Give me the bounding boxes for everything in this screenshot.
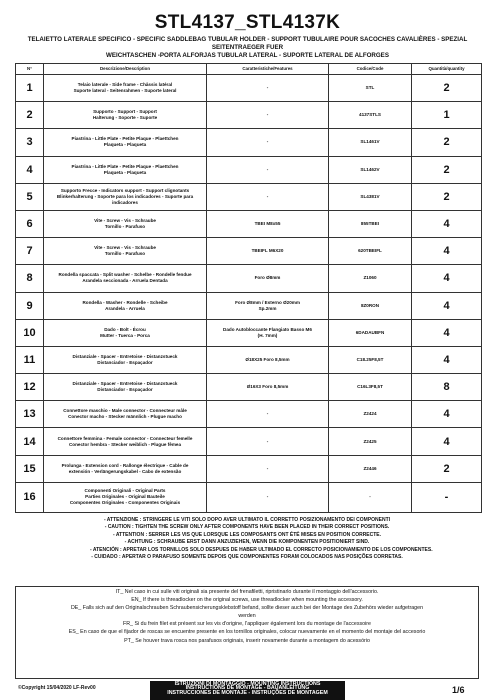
- item-code: STL: [329, 75, 412, 102]
- item-number: 9: [16, 292, 44, 319]
- item-features: -: [207, 156, 329, 183]
- item-code: 8Z0RON: [329, 292, 412, 319]
- table-row: [16, 292, 482, 319]
- description-line: Piastrina - Little Plate - Petite Plaque - Plaettchen: [71, 136, 179, 142]
- item-code: Z2446: [329, 455, 412, 482]
- item-quantity: 2: [412, 129, 482, 156]
- item-quantity: 4: [412, 292, 482, 319]
- tightening-warnings: [90, 517, 433, 561]
- item-code: C16L3F8,5T: [329, 374, 412, 401]
- item-number: 14: [16, 428, 44, 455]
- item-code: Z2425: [329, 428, 412, 455]
- table-row: [16, 183, 482, 210]
- description-line: Distanziale - Spacer - Entretoise - Distanzstueck: [72, 381, 178, 387]
- item-quantity: 4: [412, 238, 482, 265]
- item-number: 4: [16, 156, 44, 183]
- table-row: [16, 319, 482, 346]
- item-features: -: [207, 75, 329, 102]
- threadlocker-info-box: [15, 586, 479, 679]
- header-quantity: Quantità/quantity: [412, 64, 482, 75]
- item-quantity: 2: [412, 156, 482, 183]
- item-number: 8: [16, 265, 44, 292]
- table-row: [16, 374, 482, 401]
- info-line: PT_ Se houver trava rosca nos parafusos originais, inserir novamente durante a montagem do acessório: [124, 637, 370, 644]
- document-subtitle: [10, 36, 485, 60]
- description-line: Supporto Frecce - Indicators support - Support clignotants: [60, 187, 190, 193]
- item-quantity: 4: [412, 401, 482, 428]
- warning-line: - ATENCIÓN : APRETAR LOS TORNILLOS SOLO DESPUES DE HABER ULTIMADO EL CORRECTO POSICIONAMIENTO DE LOS COMPONENTES.: [90, 546, 433, 553]
- description-line: Plaqueta - Plaqueta: [103, 142, 147, 148]
- feature-line: (H. 7mm): [257, 332, 278, 338]
- document-title: STL4137_STL4137K: [154, 12, 341, 33]
- description-line: Halterung - Soporte - Suporte: [92, 115, 158, 121]
- description-line: Vite - Screw - Vis - Schraube: [94, 245, 156, 251]
- item-code: Z1060: [329, 265, 412, 292]
- item-features: Ø18X25 Foro 8,5mm: [207, 346, 329, 373]
- info-line: FR_ Si du frein filet est présent sur les vis d'origine, l'appliquer également lors du montage de l'accessoire: [123, 621, 371, 628]
- table-row: [16, 156, 482, 183]
- item-description: [44, 482, 207, 512]
- feature-line: Dado Autobloccante Flangiato Basso M6: [223, 326, 312, 332]
- item-features: TBEI M8x55: [207, 210, 329, 237]
- description-line: Blinkerhalterung - Soporte para los indicadores - Suporte para: [56, 193, 194, 199]
- description-line: Tornillo - Parafuso: [104, 251, 146, 257]
- item-description: [44, 455, 207, 482]
- description-line: Connettore femmina - Female connector - Connecteur femelle: [57, 435, 193, 441]
- description-line: Connettore maschio - Male connector - Connecteur mâle: [63, 408, 187, 414]
- description-line: Parties Originales - Original Bauteile: [85, 494, 165, 500]
- item-features: TBEIFL M6X20: [207, 238, 329, 265]
- item-features: -: [207, 455, 329, 482]
- item-description: [44, 156, 207, 183]
- warning-line: - CUIDADO : APERTAR O PARAFUSO SOMENTE DEPOIS QUE COMPONENTES FORAM COLOCADOS NAS POSIÇÕES CORRETAS.: [91, 554, 403, 561]
- table-row: [16, 75, 482, 102]
- description-line: Rondella spaccata - Split washer - Schelbe - Rondelle fendue: [58, 272, 192, 278]
- item-description: [44, 346, 207, 373]
- description-line: Piastrina - Little Plate - Petite Plaque - Plaettchen: [71, 163, 179, 169]
- item-code: SL4381V: [329, 183, 412, 210]
- item-number: 10: [16, 319, 44, 346]
- header-description: Descrizione/Description: [44, 64, 207, 75]
- item-number: 15: [16, 455, 44, 482]
- item-features: Ø16X3 Foro 8,5mm: [207, 374, 329, 401]
- item-description: [44, 374, 207, 401]
- item-quantity: 4: [412, 265, 482, 292]
- header-number: N°: [16, 64, 44, 75]
- description-line: Suporte lateral - Seitenrahmen - Suporte lateral: [73, 88, 177, 94]
- header-code: Codice/Code: [329, 64, 412, 75]
- description-line: extensión - Verlängerungskabel - Cabo de extensão: [68, 468, 182, 474]
- item-quantity: 4: [412, 346, 482, 373]
- item-description: [44, 292, 207, 319]
- warning-line: - ATTENTION : SERRER LES VIS QUE LORSQUE LES COMPOSANTS ONT ÉTÉ MISES EN POSITION CORRECTE.: [112, 531, 382, 538]
- description-line: Telaio laterale - Side frame - Châssis latéral: [77, 82, 173, 88]
- item-number: 13: [16, 401, 44, 428]
- feature-line: Foro Ø8mm / Esterno Ø20mm: [235, 299, 300, 305]
- description-line: Conector hembra - Stecker weiblich - Plugue fêmea: [68, 441, 182, 447]
- item-code: 855TBEI: [329, 210, 412, 237]
- table-row: [16, 265, 482, 292]
- instructions-banner: [150, 681, 345, 700]
- description-line: indicadores: [112, 199, 138, 205]
- description-line: Componenti Originali - Original Parts: [84, 488, 166, 494]
- item-description: [44, 265, 207, 292]
- item-quantity: -: [412, 482, 482, 512]
- item-description: [44, 183, 207, 210]
- table-row: [16, 238, 482, 265]
- description-line: Dado - Bolt - Écrou: [104, 326, 146, 332]
- item-description: [44, 428, 207, 455]
- item-code: -: [329, 482, 412, 512]
- feature-line: Sp.2mm: [258, 305, 277, 311]
- item-description: [44, 75, 207, 102]
- item-quantity: 2: [412, 455, 482, 482]
- parts-table: [15, 63, 482, 513]
- item-features: -: [207, 183, 329, 210]
- header-features: Caratteristiche/Features: [207, 64, 329, 75]
- info-line: EN_ If there is threadlocker on the original screws, use threadlocker when mounting the accessory.: [131, 597, 363, 604]
- info-line: DE_ Falls sich auf den Originalschrauben Schraubensicherungsklebstoff befand, sollte dieser auch bei der Montage des Zubehörs wieder aufgetragen: [70, 605, 424, 612]
- item-code: SL1461V: [329, 129, 412, 156]
- item-quantity: 4: [412, 319, 482, 346]
- table-row: [16, 428, 482, 455]
- table-row: [16, 401, 482, 428]
- banner-line: ISTRUZIONI DI MONTAGGIO - MOUNTING INSTRUCTIONS: [174, 680, 321, 687]
- page-footer: [0, 681, 495, 700]
- description-line: Supporto - Support - Support: [93, 109, 157, 115]
- item-features: -: [207, 129, 329, 156]
- page-number: 1/6: [452, 685, 465, 695]
- subtitle-line: TELAIETTO LATERALE SPECIFICO - SPECIFIC SADDLEBAG TUBULAR HOLDER - SUPPORT TUBULAIRE POUR SACOCHES CAVALIÈRES - SPEZIAL SEITENTRAEGER FUER: [27, 36, 468, 51]
- item-description: [44, 319, 207, 346]
- item-features: -: [207, 482, 329, 512]
- copyright-text: ©Copyright 15/04/2020 LF-Rev00: [18, 685, 96, 691]
- item-number: 16: [16, 482, 44, 512]
- table-row: [16, 210, 482, 237]
- table-row: [16, 102, 482, 129]
- item-quantity: 2: [412, 75, 482, 102]
- description-line: Arandela seccionada - Arruela Dentada: [82, 278, 168, 284]
- item-description: [44, 102, 207, 129]
- item-number: 7: [16, 238, 44, 265]
- item-code: C18.25F8,5T: [329, 346, 412, 373]
- item-number: 2: [16, 102, 44, 129]
- parts-table-body: [16, 75, 482, 513]
- item-quantity: 4: [412, 428, 482, 455]
- warning-line: - CAUTION : TIGHTEN THE SCREW ONLY AFTER COMPONENTS HAVE BEEN PLACED IN THEIR CORRECT POSITIONS.: [104, 524, 390, 531]
- item-number: 12: [16, 374, 44, 401]
- item-quantity: 4: [412, 210, 482, 237]
- item-quantity: 8: [412, 374, 482, 401]
- item-description: [44, 210, 207, 237]
- item-features: -: [207, 428, 329, 455]
- description-line: Prolunga - Extension cord - Rallonge électrique - Cable de: [61, 462, 189, 468]
- item-features: -: [207, 401, 329, 428]
- item-code: SL1462V: [329, 156, 412, 183]
- item-quantity: 2: [412, 183, 482, 210]
- item-number: 1: [16, 75, 44, 102]
- item-quantity: 1: [412, 102, 482, 129]
- description-line: Distanciador - Espaçador: [97, 359, 153, 365]
- item-features: [207, 292, 329, 319]
- item-code: 6DADAUBFN: [329, 319, 412, 346]
- item-features: [207, 319, 329, 346]
- item-number: 11: [16, 346, 44, 373]
- table-row: [16, 482, 482, 512]
- item-number: 5: [16, 183, 44, 210]
- description-line: Arandela - Arruela: [105, 305, 145, 311]
- description-line: Plaqueta - Plaqueta: [103, 169, 147, 175]
- description-line: Distanciador - Espaçador: [97, 387, 153, 393]
- item-description: [44, 129, 207, 156]
- warning-line: - ATTENZIONE : STRINGERE LE VITI SOLO DOPO AVER ULTIMATO IL CORRETTO POSIZIONAMENTO DEI COMPONENTI: [103, 517, 391, 523]
- item-description: [44, 401, 207, 428]
- item-description: [44, 238, 207, 265]
- description-line: Componentes Originales - Componentes Originais: [69, 500, 181, 506]
- banner-line: INSTRUCTIONS DE MONTAGE - BAUANLEITUNG: [185, 685, 310, 692]
- description-line: Conector macho - Stecker männlich - Plugue macho: [68, 414, 182, 420]
- description-line: Rondella - Washer - Rondelle - Scheibe: [82, 299, 168, 305]
- table-row: [16, 455, 482, 482]
- description-line: Tornillo - Parafuso: [104, 224, 146, 230]
- table-row: [16, 129, 482, 156]
- info-line: werden: [238, 613, 256, 620]
- table-header-row: [16, 64, 482, 75]
- item-code: 620TBEIFL: [329, 238, 412, 265]
- item-code: 4137STLS: [329, 102, 412, 129]
- banner-line: INSTRUCCIONES DE MONTAJE - INSTRUÇÕES DE MONTAGEM: [167, 690, 328, 697]
- description-line: Vite - Screw - Vis - Schraube: [94, 218, 156, 224]
- item-code: Z2424: [329, 401, 412, 428]
- item-number: 6: [16, 210, 44, 237]
- item-features: Foro Ø8mm: [207, 265, 329, 292]
- item-number: 3: [16, 129, 44, 156]
- warning-line: - ACHTUNG : SCHRAUBE ERST DANN ANZUZIEHEN, WENN DIE KOMPONENTEN POSITIONIERT SIND.: [124, 539, 370, 546]
- info-line: IT_ Nel caso in cui sulle viti originali sia presente del frenafiletti, ripristinarlo durante il montaggio dell'accessorio.: [115, 589, 379, 595]
- table-row: [16, 346, 482, 373]
- description-line: Distanziale - Spacer - Entretoise - Distanzstueck: [72, 353, 178, 359]
- description-line: Mutter - Tuerca - Porca: [100, 332, 150, 338]
- subtitle-line: WEICHTASCHEN -PORTA ALFORJAS TUBULAR LATERAL - SUPORTE LATERAL DE ALFORGES: [106, 52, 389, 59]
- info-line: ES_ En caso de que el fijador de roscas se encuentre presente en los tornillos originales, colocar nuevamente en el momento del montaje del accesorio: [68, 629, 426, 636]
- item-features: -: [207, 102, 329, 129]
